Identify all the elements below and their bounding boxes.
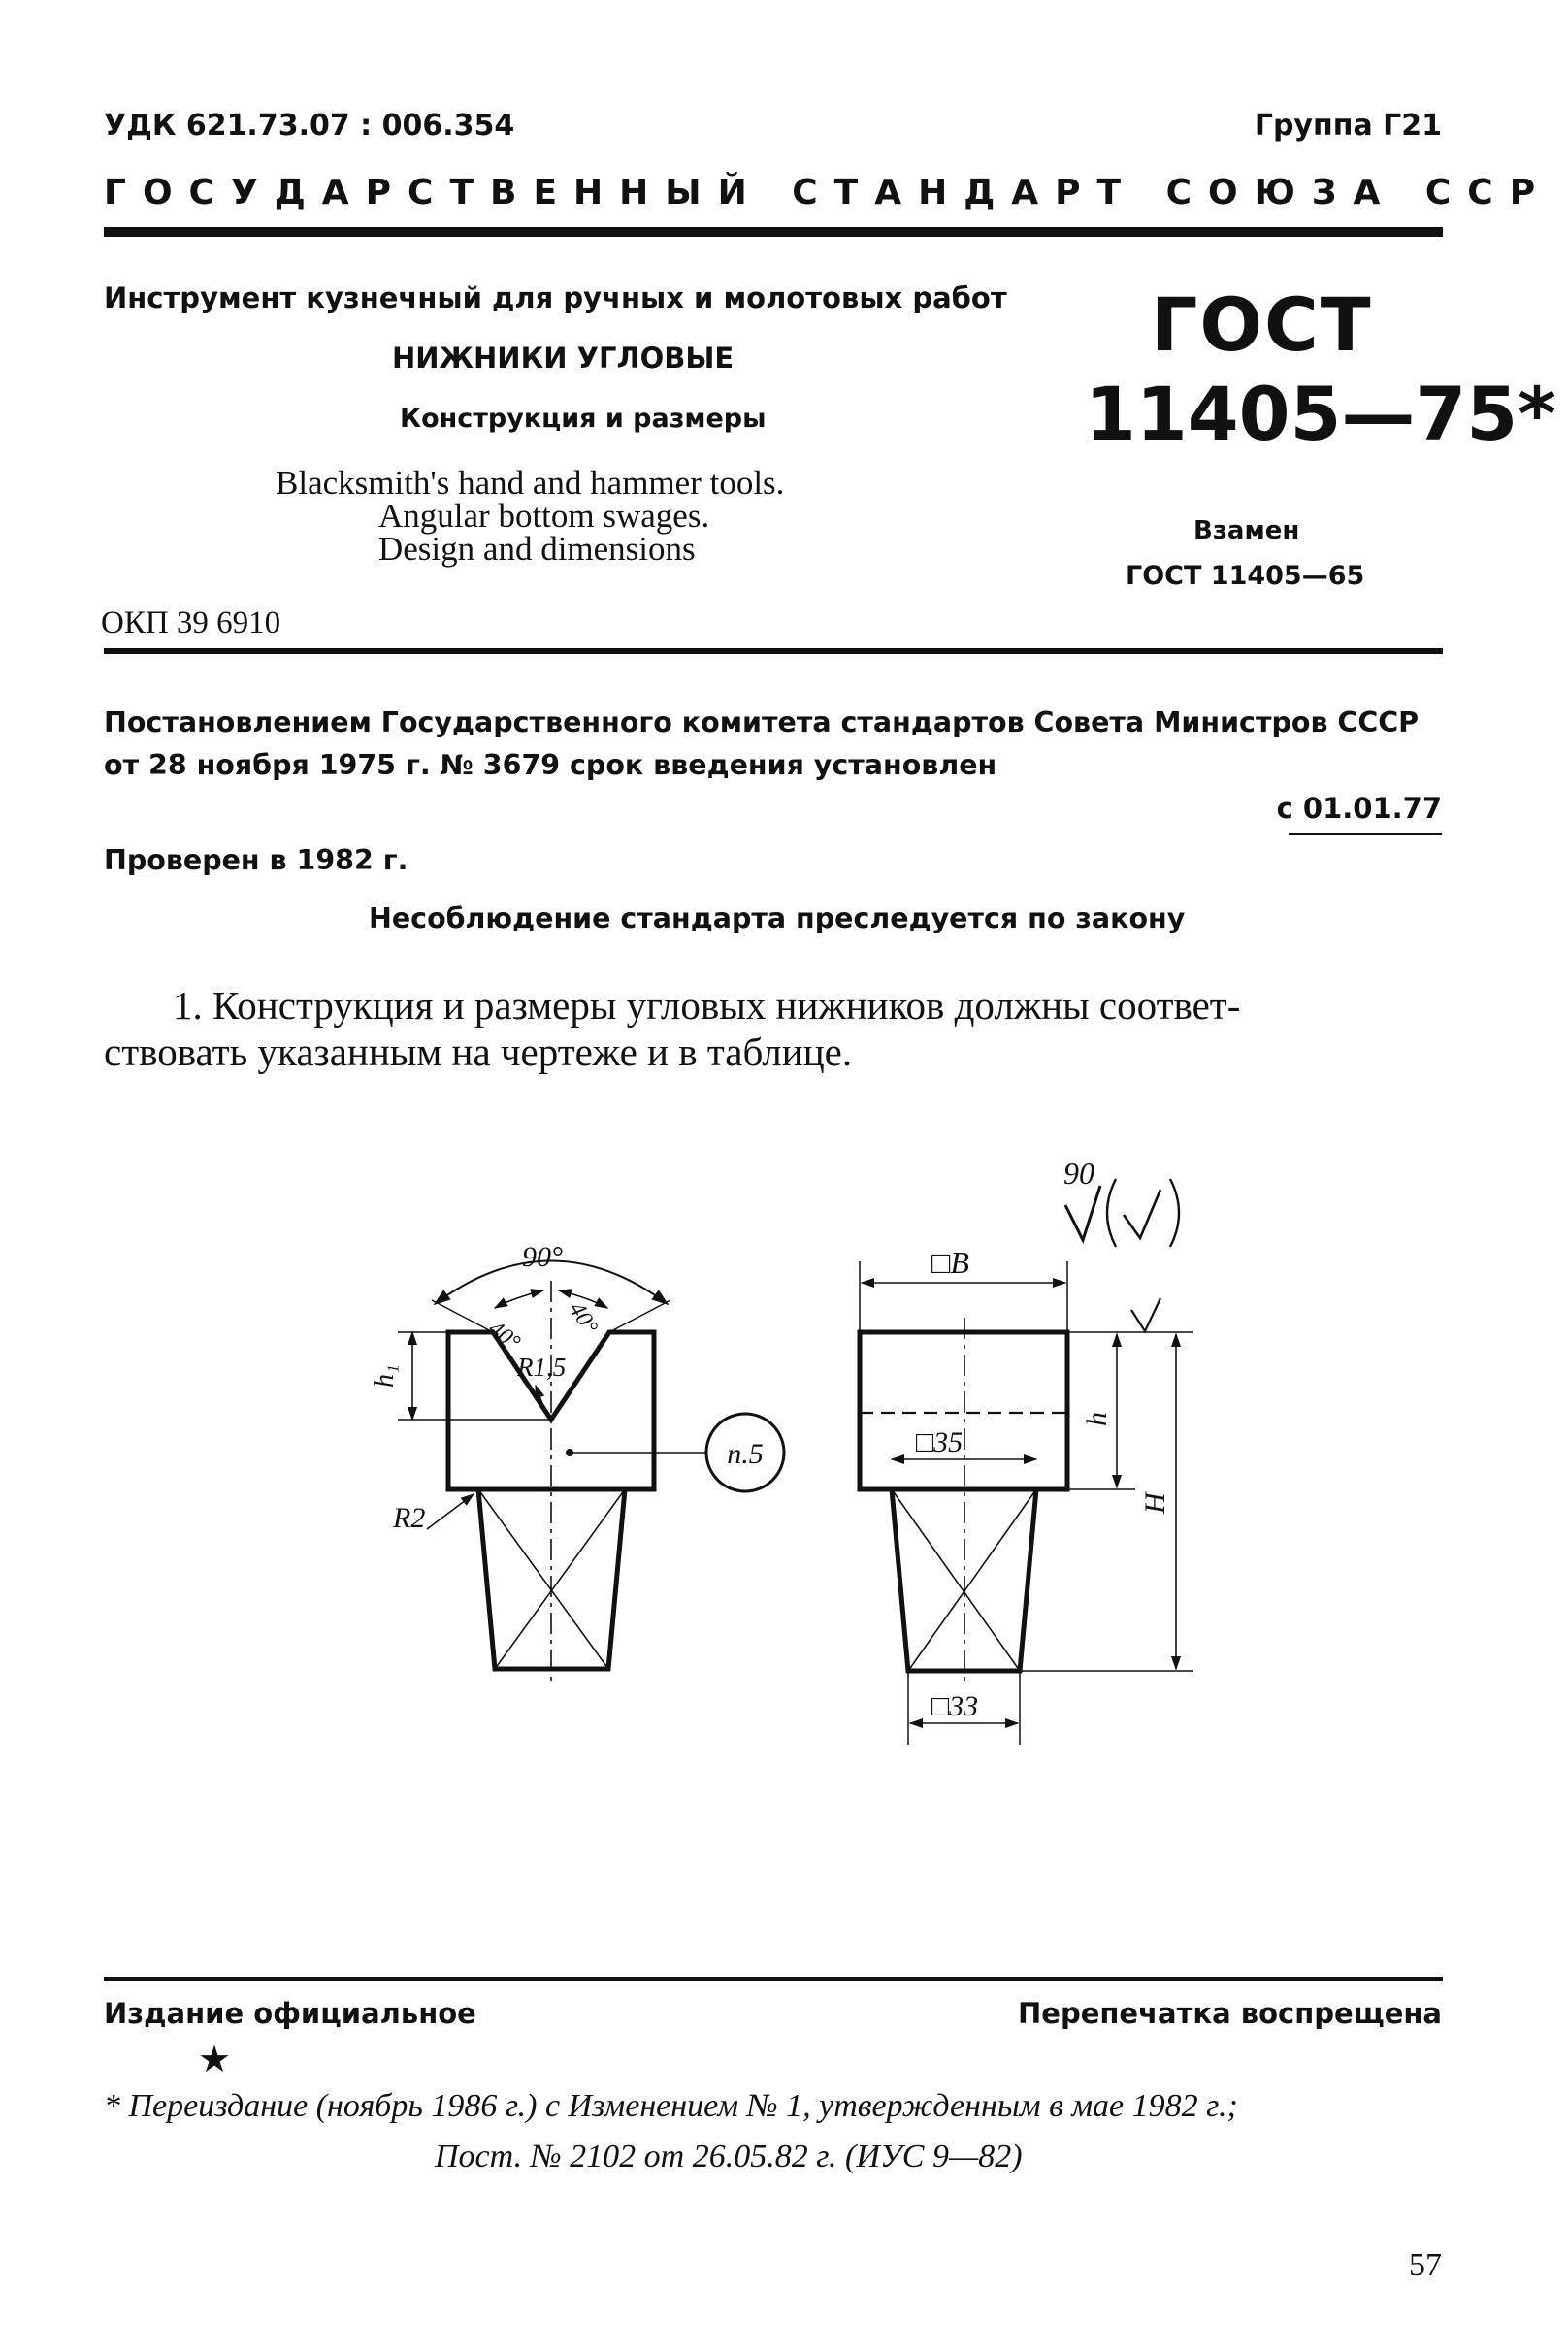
- udk-code: УДК 621.73.07 : 006.354: [104, 109, 515, 143]
- replaces-label: Взамен: [1193, 516, 1300, 545]
- dimension-33-label: □33: [931, 1690, 979, 1722]
- english-title-line1: Blacksmith's hand and hammer tools.: [276, 464, 785, 502]
- product-title: НИЖНИКИ УГЛОВЫЕ: [392, 342, 735, 375]
- gost-number: 11405—75*: [1085, 371, 1556, 457]
- state-standard-heading: ГОСУДАРСТВЕННЫЙ СТАНДАРТ СОЮЗА ССР: [104, 173, 1552, 212]
- dimension-H-label: H: [1139, 1492, 1171, 1514]
- page-number: 57: [1409, 2247, 1442, 2283]
- okp-code: ОКП 39 6910: [101, 605, 281, 640]
- roughness-value: 90: [1063, 1156, 1094, 1191]
- tool-title: Инструмент кузнечный для ручных и молотовых работ: [104, 281, 1007, 314]
- footer-rule: [104, 1977, 1443, 1981]
- legal-warning: Несоблюдение стандарта преследуется по закону: [369, 902, 1186, 934]
- official-edition: Издание официальное: [104, 1997, 476, 2030]
- angle-40-right-label: 40°: [563, 1297, 603, 1339]
- gost-label: ГОСТ: [1151, 281, 1373, 368]
- english-title-line3: Design and dimensions: [378, 530, 696, 568]
- reprint-note-line2: Пост. № 2102 от 26.05.82 г. (ИУС 9—82): [435, 2139, 1023, 2174]
- clause-ref-p5: п.5: [727, 1438, 764, 1470]
- decree-line2: от 28 ноября 1975 г. № 3679 срок введения установлен: [104, 749, 997, 781]
- subtitle: Конструкция и размеры: [400, 404, 767, 434]
- angle-90-label: 90°: [522, 1241, 563, 1273]
- decree-line1: Постановлением Государственного комитета стандартов Совета Министров СССР: [104, 706, 1420, 738]
- group-label: Группа Г21: [1254, 109, 1442, 143]
- dimension-b-label: □B: [931, 1245, 969, 1280]
- replaces-gost: ГОСТ 11405—65: [1126, 561, 1365, 591]
- checked-note: Проверен в 1982 г.: [104, 844, 408, 876]
- angle-40-left-label: 40°: [483, 1316, 525, 1356]
- reprint-note-line1: * Переиздание (ноябрь 1986 г.) с Изменением № 1, утвержденным в мае 1982 г.;: [104, 2088, 1238, 2124]
- h1-label: h₁: [370, 1364, 400, 1388]
- radius-r2-label: R2: [393, 1502, 426, 1534]
- dimension-h-label: h: [1081, 1412, 1113, 1426]
- english-title-line2: Angular bottom swages.: [378, 497, 710, 535]
- dimension-35-label: □35: [916, 1426, 964, 1458]
- radius-r15-label: R1,5: [517, 1353, 567, 1382]
- star-mark: ★: [198, 2038, 232, 2080]
- effective-date: с 01.01.77: [1276, 792, 1442, 825]
- clause-1-line1: 1. Конструкция и размеры угловых нижников должны соответ-: [173, 983, 1241, 1028]
- clause-1-line2: ствовать указанным на чертеже и в таблице.: [104, 1029, 853, 1074]
- side-view: [860, 1179, 1193, 1745]
- reprint-prohibited: Перепечатка воспрещена: [1018, 1997, 1442, 2030]
